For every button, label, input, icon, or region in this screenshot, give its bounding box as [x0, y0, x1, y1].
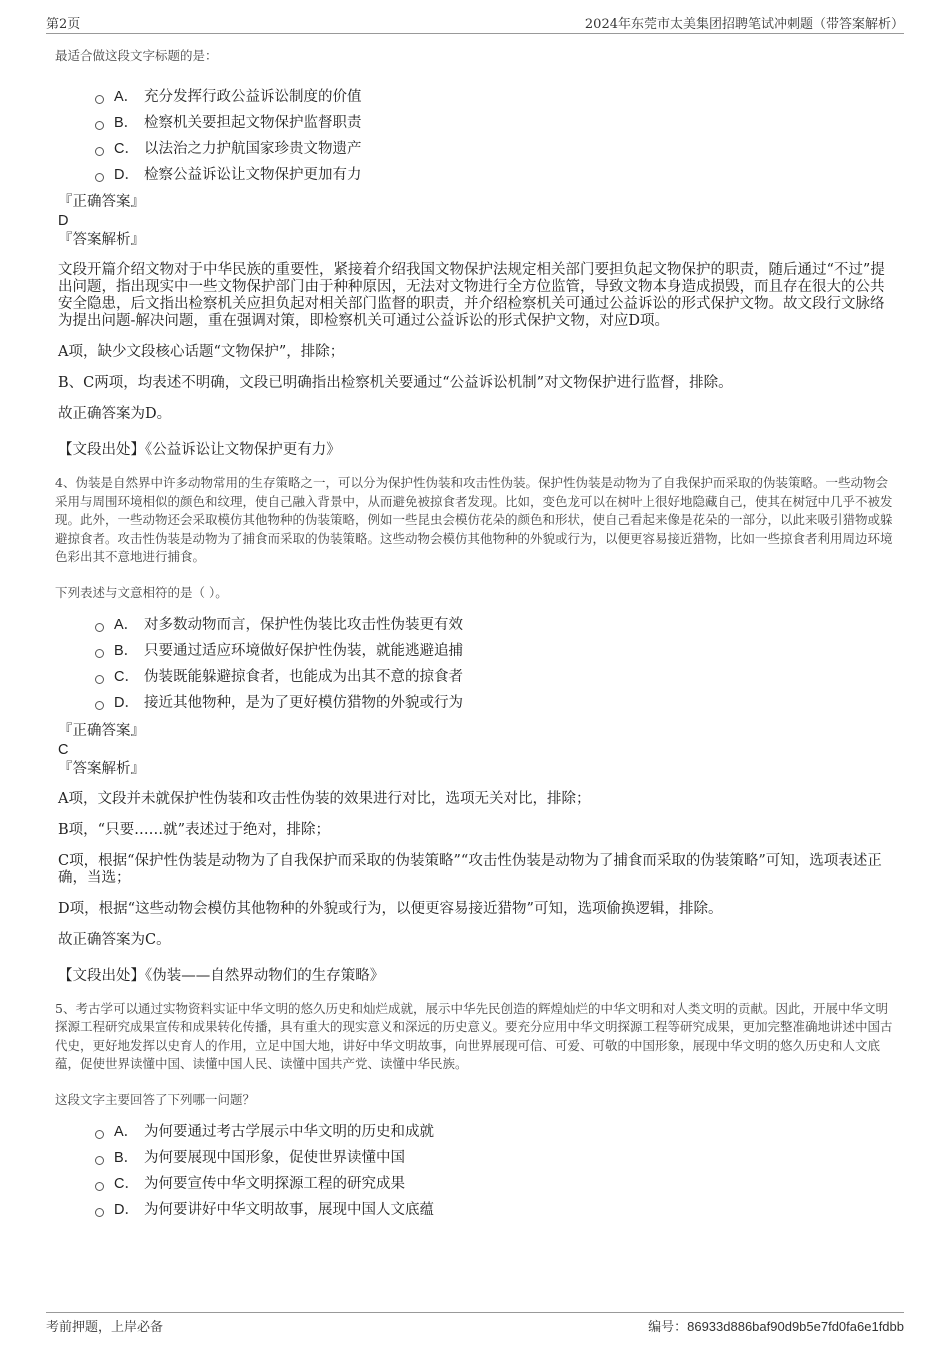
answer-value: D: [58, 213, 69, 229]
page-footer: [46, 1312, 904, 1335]
analysis-paragraph: B项，“只要……就”表述过于绝对，排除；: [58, 821, 330, 838]
options-list: [95, 82, 895, 186]
answer-label: 『正确答案』: [58, 194, 145, 210]
radio-icon[interactable]: [95, 1130, 104, 1139]
option-c[interactable]: C． 以法治之力护航国家珍贵文物遗产: [95, 134, 895, 160]
option-d[interactable]: D． 检察公益诉讼让文物保护更加有力: [95, 160, 895, 186]
analysis-paragraph: C项，根据“保护性伪装是动物为了自我保护而采取的伪装策略”“攻击性伪装是动物为了捕食而采取的伪装策略”可知，选项表述正确，当选；: [58, 852, 882, 886]
radio-icon[interactable]: [95, 701, 104, 710]
analysis-paragraph: 故正确答案为C。: [58, 931, 171, 948]
page-content: [55, 46, 895, 1222]
analysis-paragraph: D项，根据“这些动物会模仿其他物种的外貌或行为，以便更容易接近猎物”可知，选项偷换逻辑，排除。: [58, 900, 723, 917]
options-list: [95, 611, 895, 715]
question-prompt: 下列表述与文意相符的是（ ）。: [55, 584, 228, 600]
question-prompt: 最适合做这段文字标题的是：: [55, 48, 218, 63]
option-a[interactable]: A． 对多数动物而言，保护性伪装比攻击性伪装更有效: [95, 611, 895, 637]
radio-icon[interactable]: [95, 1182, 104, 1191]
answer-label: 『正确答案』: [58, 722, 145, 739]
option-b[interactable]: B． 为何要展现中国形象，促使世界读懂中国: [95, 1144, 895, 1170]
analysis-paragraph: A项，缺少文段核心话题“文物保护”，排除；: [58, 344, 345, 360]
analysis-paragraph: B、C两项，均表述不明确，文段已明确指出检察机关要通过“公益诉讼机制”对文物保护进行监督，排除。: [58, 375, 733, 391]
analysis-paragraph: 文段开篇介绍文物对于中华民族的重要性，紧接着介绍我国文物保护法规定相关部门要担负起文物保护的职责，随后通过“不过”提出问题，指出现实中一些文物保护部门由于种种原因，无法对文物进行全方位监管，导致文物本身造成损毁，而且存在很大的公共安全隐患，后文指出检察机关应担负起对相关部门监督的职责，并介绍检察机关可通过公益诉讼的形式保护文物。故文段行文脉络为提出问题-解决问题，重在强调对策，即检察机关可通过公益诉讼的形式保护文物，对应D项。: [58, 262, 885, 329]
analysis-paragraph: A项，文段并未就保护性伪装和攻击性伪装的效果进行对比，选项无关对比，排除；: [58, 790, 591, 807]
radio-icon[interactable]: [95, 173, 104, 182]
page-header: [46, 13, 904, 34]
options-list: [95, 1118, 895, 1222]
question-prompt: 这段文字主要回答了下列哪一问题？: [55, 1091, 256, 1107]
radio-icon[interactable]: [95, 1156, 104, 1165]
question-stem: 5、考古学可以通过实物资料实证中华文明的悠久历史和灿烂成就，展示中华先民创造的辉煌灿烂的中华文明和对人类文明的贡献。因此，开展中华文明探源工程研究成果宣传和成果转化传播，具有重大的现实意义和深远的历史意义。要充分应用中华文明探源工程等研究成果，更加完整准确地讲述中国古代史，更好地发挥以史育人的作用，立足中国大地，讲好中华文明故事，向世界展现可信、可爱、可敬的中国形象，展现中华文明的悠久历史和人文底蕴，促使世界读懂中国、读懂中国人民、读懂中国共产党、读懂中华民族。: [55, 1000, 893, 1071]
radio-icon[interactable]: [95, 623, 104, 632]
source-citation: 【文段出处】《伪装——自然界动物们的生存策略》: [58, 967, 385, 984]
analysis-label: 『答案解析』: [58, 232, 145, 248]
document-title: 2024年东莞市太美集团招聘笔试冲刺题（带答案解析）: [584, 17, 904, 32]
analysis-paragraph: 故正确答案为D。: [58, 406, 172, 422]
document-id: 编号：86933d886baf90d9b5e7fd0fa6e1fdbb: [648, 1319, 904, 1334]
option-c[interactable]: C． 伪装既能躲避掠食者，也能成为出其不意的掠食者: [95, 663, 895, 689]
option-b[interactable]: B． 只要通过适应环境做好保护性伪装，就能逃避追捕: [95, 637, 895, 663]
question-3: [55, 46, 895, 459]
option-b[interactable]: B． 检察机关要担起文物保护监督职责: [95, 108, 895, 134]
question-5: [55, 1000, 895, 1222]
radio-icon[interactable]: [95, 121, 104, 130]
question-stem: 4、伪装是自然界中许多动物常用的生存策略之一，可以分为保护性伪装和攻击性伪装。保护性伪装是动物为了自我保护而采取的伪装策略。一些动物会采用与周围环境相似的颜色和纹理，使自己融入背景中，从而避免被掠食者发现。比如，变色龙可以在树叶上很好地隐藏自己，使其在树冠中几乎不被发现。此外，一些动物还会采取模仿其他物种的伪装策略，例如一些昆虫会模仿花朵的颜色和形状，使自己看起来像是花朵的一部分，以此来吸引猎物或躲避掠食者。攻击性伪装是动物为了捕食而采取的伪装策略。这些动物会模仿其他物种的外貌或行为，以便更容易接近猎物，比如一些掠食者利用周边环境色彩出其不意地进行捕食。: [55, 475, 893, 564]
option-c[interactable]: C． 为何要宣传中华文明探源工程的研究成果: [95, 1170, 895, 1196]
radio-icon[interactable]: [95, 147, 104, 156]
radio-icon[interactable]: [95, 95, 104, 104]
radio-icon[interactable]: [95, 675, 104, 684]
answer-value: C: [58, 741, 69, 758]
radio-icon[interactable]: [95, 1208, 104, 1217]
question-4: [55, 474, 895, 985]
page-number: 第2页: [46, 17, 81, 32]
option-a[interactable]: A． 为何要通过考古学展示中华文明的历史和成就: [95, 1118, 895, 1144]
radio-icon[interactable]: [95, 649, 104, 658]
option-d[interactable]: D． 为何要讲好中华文明故事，展现中国人文底蕴: [95, 1196, 895, 1222]
footer-slogan: 考前押题，上岸必备: [46, 1320, 164, 1335]
source-citation: 【文段出处】《公益诉讼让文物保护更有力》: [58, 442, 341, 458]
option-d[interactable]: D． 接近其他物种，是为了更好模仿猎物的外貌或行为: [95, 689, 895, 715]
option-a[interactable]: A． 充分发挥行政公益诉讼制度的价值: [95, 82, 895, 108]
analysis-label: 『答案解析』: [58, 760, 145, 777]
